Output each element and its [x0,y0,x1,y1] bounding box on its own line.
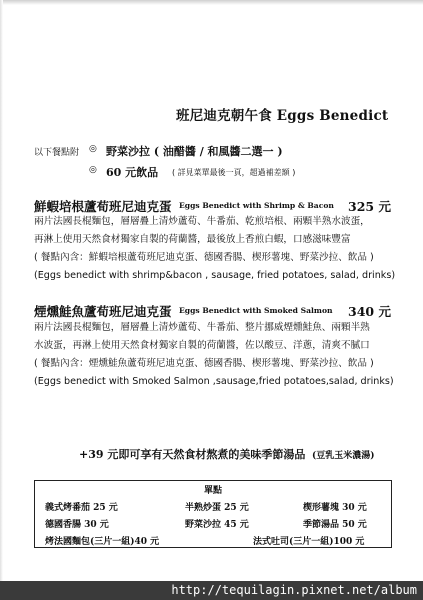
a-la-carte-item: 楔形薯塊 30 元 [303,503,367,513]
a-la-carte-item: 義式烤番茄 25 元 [45,503,118,513]
included-salad: 野菜沙拉 ( 油醋醬 / 和風醬二選一 ) [106,145,283,158]
a-la-carte-box [34,480,392,548]
item-1-desc-3: ( 餐點內含：鮮蝦培根蘆荀班尼迪克蛋、德國香腸、楔形薯塊、野菜沙拉、飲品 ) [34,252,374,263]
drink-note: ( 詳見菜單最後一頁，超過補差額 ) [172,168,296,177]
item-2-desc-2: 水波蛋，再淋上使用天然食材獨家自製的荷蘭醬，佐以酸豆、洋蔥，清爽不膩口 [34,340,370,351]
item-1-price: 325 元 [348,199,391,214]
page-top-shadow [0,0,423,5]
a-la-carte-heading: 單點 [203,486,222,496]
menu-title: 班尼迪克朝午食 Eggs Benedict [176,108,389,124]
item-2-name: 煙燻鮭魚蘆荀班尼迪克蛋 [34,304,172,319]
album-url-watermark: http://tequilagin.pixnet.net/album [0,581,423,600]
item-1-desc-4: (Eggs benedict with shrimp&bacon , sausage, fried potatoes, salad, drinks) [34,270,396,281]
soup-addon-note: (豆乳玉米濃湯) [312,451,375,461]
item-1-desc-2: 再淋上使用天然食材獨家自製的荷蘭醬，最後放上香煎白蝦，口感滋味豐富 [34,234,351,245]
item-2-desc-4: (Eggs benedict with Smoked Salmon ,sausage,fried potatoes,salad, drinks) [34,376,394,387]
item-2-price: 340 元 [348,304,391,319]
a-la-carte-item: 季節湯品 50 元 [303,520,367,530]
item-1-desc-1: 兩片法國長棍麵包，層層疊上清炒蘆荀、牛番茄、乾煎培根、兩顆半熟水波蛋， [34,216,370,227]
page-left-shadow [0,0,3,600]
bullet-circle-2: ◎ [89,165,97,175]
a-la-carte-item: 德國香腸 30 元 [45,520,109,530]
item-1-english: Eggs Benedict with Shrimp & Bacon [179,201,334,210]
item-1-name: 鮮蝦培根蘆荀班尼迪克蛋 [34,199,172,214]
intro-prefix: 以下餐點附 [34,148,80,158]
a-la-carte-item: 野菜沙拉 45 元 [185,520,249,530]
soup-addon: +39 元即可享有天然食材熬煮的美味季節湯品 [79,448,306,461]
included-drink: 60 元飲品 [106,166,159,179]
item-2-desc-1: 兩片法國長棍麵包，層層疊上清炒蘆荀、牛番茄、整片挪威煙燻鮭魚、兩顆半熟 [34,322,370,333]
bullet-circle-1: ◎ [89,144,97,154]
item-2-desc-3: ( 餐點內含：煙燻鮭魚蘆荀班尼迪克蛋、德國香腸、楔形薯塊、野菜沙拉、飲品 ) [34,358,374,369]
item-2-english: Eggs Benedict with Smoked Salmon [179,306,333,315]
a-la-carte-item: 法式吐司(三片一組)100 元 [253,537,365,547]
a-la-carte-item: 半熟炒蛋 25 元 [185,503,249,513]
a-la-carte-item: 烤法國麵包(三片一組)40 元 [45,537,160,547]
